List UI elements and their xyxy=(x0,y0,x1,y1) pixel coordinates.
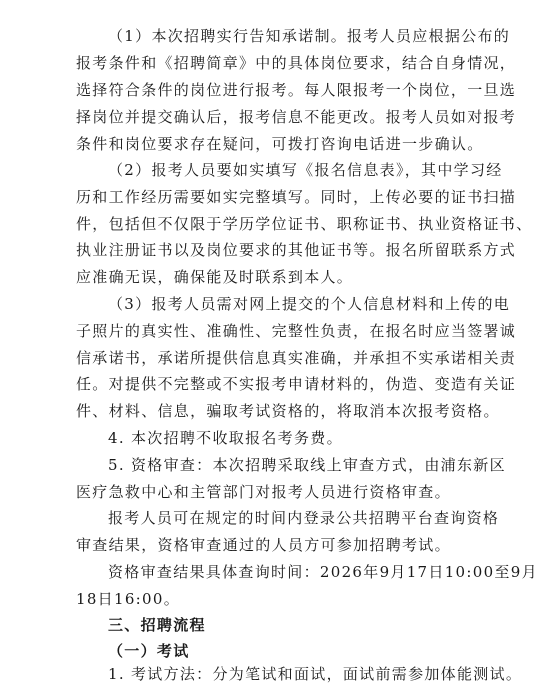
paragraph-line: 应准确无误，确保能及时联系到本人。 xyxy=(76,268,354,286)
section-heading: 三、招聘流程 xyxy=(108,616,206,634)
paragraph-line: 4. 本次招聘不收取报名考务费。 xyxy=(108,429,343,447)
paragraph-line: 历和工作经历需要如实完整填写。同时，上传必要的证书扫描 xyxy=(76,188,517,206)
paragraph-line: 信承诺书，承诺所提供信息真实准确，并承担不实承诺相关责 xyxy=(76,349,517,367)
paragraph-line: （3）报考人员需对网上提交的个人信息材料和上传的电 xyxy=(108,295,511,313)
paragraph-line: 18日16:00。 xyxy=(76,590,181,608)
paragraph-line: 审查结果，资格审查通过的人员方可参加招聘考试。 xyxy=(76,536,451,554)
paragraph-line: 选择符合条件的岗位进行报考。每人限报考一个岗位，一旦选 xyxy=(76,81,517,99)
paragraph-line: 1. 考试方法：分为笔试和面试，面试前需参加体能测试。 xyxy=(108,665,523,683)
paragraph-line: 报考条件和《招聘简章》中的具体岗位要求，结合自身情况， xyxy=(76,54,517,72)
paragraph-line: 件、材料、信息，骗取考试资格的，将取消本次报考资格。 xyxy=(76,402,500,420)
paragraph-line: 条件和岗位要求存在疑问，可拨打咨询电话进一步确认。 xyxy=(76,135,484,153)
paragraph-line: 执业注册证书以及岗位要求的其他证书等。报名所留联系方式 xyxy=(76,241,517,259)
paragraph-line: 子照片的真实性、准确性、完整性负责，在报名时应当签署诚 xyxy=(76,322,517,340)
paragraph-line: 件，包括但不仅限于学历学位证书、职称证书、执业资格证书、 xyxy=(76,215,533,233)
paragraph-line: 医疗急救中心和主管部门对报考人员进行资格审查。 xyxy=(76,483,451,501)
paragraph-line: （2）报考人员要如实填写《报名信息表》，其中学习经 xyxy=(108,161,503,179)
paragraph-line: 资格审查结果具体查询时间：2026年9月17日10:00至9月 xyxy=(108,563,538,581)
paragraph-line: （1）本次招聘实行告知承诺制。报考人员应根据公布的 xyxy=(108,27,511,45)
paragraph-line: 5. 资格审查：本次招聘采取线上审查方式，由浦东新区 xyxy=(108,456,506,474)
paragraph-line: 择岗位并提交确认后，报考信息不能更改。报考人员如对报考 xyxy=(76,108,517,126)
subsection-heading: （一）考试 xyxy=(108,642,190,660)
paragraph-line: 报考人员可在规定的时间内登录公共招聘平台查询资格 xyxy=(108,509,500,527)
paragraph-line: 任。对提供不完整或不实报考申请材料的，伪造、变造有关证 xyxy=(76,375,517,393)
